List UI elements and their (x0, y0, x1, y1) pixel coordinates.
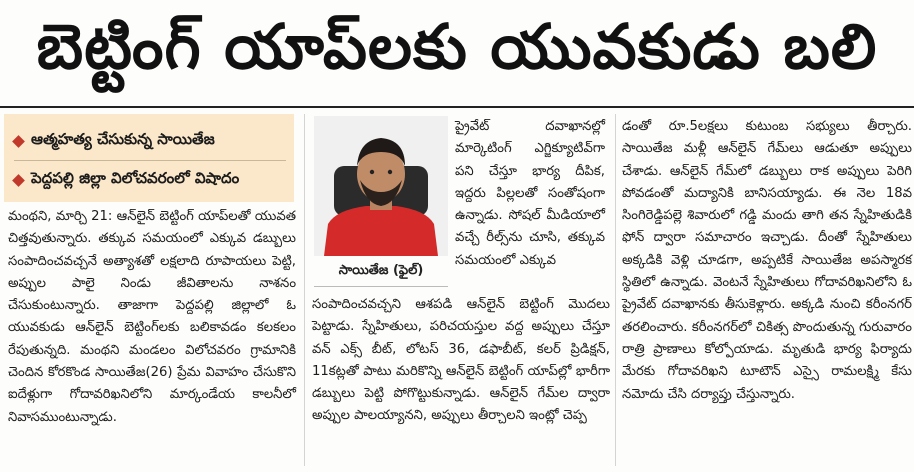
headline: బెట్టింగ్ యాప్‌లకు యువకుడు బలి (36, 10, 878, 83)
diamond-bullet-icon (12, 135, 25, 148)
headline-rule (0, 106, 914, 108)
column-divider (304, 114, 305, 466)
subhead-text: పెద్దపల్లి జిల్లా విలోచవరంలో విషాదం (31, 169, 240, 187)
subhead-box (4, 114, 294, 202)
article-column-3 (622, 116, 912, 406)
photo-caption: సాయితేజ (ఫైల్) (314, 258, 448, 287)
subhead-item (14, 122, 286, 161)
portrait-photo (314, 116, 448, 256)
article-column-1 (8, 206, 296, 429)
body-paragraph: ప్రైవేట్ దవాఖానల్లో మార్కెటింగ్ ఎగ్జిక్యూటివ్‌గా పని చేస్తూ భార్య దీపిక, ఇద్దరు పిల్లలతో సంతోషంగా ఉన్నాడు. సోషల్ మీడియాలో వచ్చే రీల్స్‌ను చూసి, తక్కువ సమయంలో ఎక్కువ (455, 119, 605, 268)
person-portrait-icon (314, 116, 448, 256)
body-paragraph: సంపాదించవచ్చని ఆశపడి ఆన్‌లైన్ బెట్టింగ్ మొదలు పెట్టాడు. స్నేహితులు, పరిచయస్తుల వద్ద అప్పులు చేస్తూ వన్ ఎక్స్ బీట్, లోటస్ 36, డఫాబీట్, కలర్ ప్రిడిక్షన్, 11కట్లతో పాటు మరికొన్ని ఆన్‌లైన్ బెట్టింగ్ యాప్‌ల్లో భారీగా డబ్బులు పెట్టి పోగొట్టుకున్నాడు. ఆన్‌లైన్ గేమ్‌ల ద్వారా అప్పుల పాలయ్యానని, అప్పులు తీర్చాలని ఇంట్లో చెప్ప (312, 297, 610, 424)
article-column-2-bottom (312, 294, 610, 428)
subhead-item (14, 161, 286, 199)
body-paragraph: డంతో రూ.5లక్షలు కుటుంబ సభ్యులు తీర్చారు. సాయితేజ మళ్లీ ఆన్‌లైన్ గేమ్‌లు ఆడుతూ అప్పులు చేశాడు. ఆన్‌లైన్ గేమ్‌లో డబ్బులు రాక అప్పులు పెరిగి పోవడంతో మద్యానికి బానిసయ్యాడు. ఈ నెల 18వ సింగిరెడ్డిపల్లె శివారులో గడ్డి మందు తాగి తన స్నేహితుడికి ఫోన్ ద్వారా సమాచారం ఇచ్చాడు. దీంతో స్నేహితులు అక్కడికి వెళ్లి చూడగా, అప్పటికే సాయితేజ అపస్మారక స్థితిలో ఉన్నాడు. వెంటనే స్నేహితులు గోదావరిఖనిలోని ఓ ప్రైవేట్ దవాఖానకు తీసుకెళ్లారు. అక్కడి నుంచి కరీంనగర్ తరలించారు. కరీంనగర్‌లో చికిత్స పొందుతున్న గురువారం రాత్రి ప్రాణాలు కోల్పోయాడు. మృతుడి భార్య ఫిర్యాదు మేరకు గోదావరిఖని టూటౌన్ ఎస్సై రామలక్ష్మి కేసు నమోదు చేసి దర్యాప్తు చేస్తున్నారు. (622, 119, 912, 402)
subhead-text: ఆత్మహత్య చేసుకున్న సాయితేజ (31, 130, 215, 148)
diamond-bullet-icon (12, 174, 25, 187)
article-column-2-top (455, 116, 605, 272)
column-divider (615, 114, 616, 466)
body-paragraph: మంథని, మార్చి 21: ఆన్‌లైన్ బెట్టింగ్ యాప్‌లతో యువత చిత్తవుతున్నారు. తక్కువ సమయంలో ఎక్కువ డబ్బులు సంపాదించవచ్చనే అత్యాశతో లక్షలాది రూపాయలు పెట్టి, అప్పుల పాలై నిండు జీవితాలను నాశనం చేసుకుంటున్నారు. తాజాగా పెద్దపల్లి జిల్లాలో ఓ యువకుడు ఆన్‌లైన్ బెట్టింగ్‌లకు బలికావడం కలకలం రేపుతున్నది. మంథని మండలం విలోచవరం గ్రామానికి చెందిన కోరకొండ సాయితేజ(26) ప్రేమ వివాహం చేసుకొని ఐదేళ్లుగా గోదావరిఖనిలోని మార్కండేయ కాలనీలో నివాసముంటున్నాడు. (8, 209, 296, 425)
